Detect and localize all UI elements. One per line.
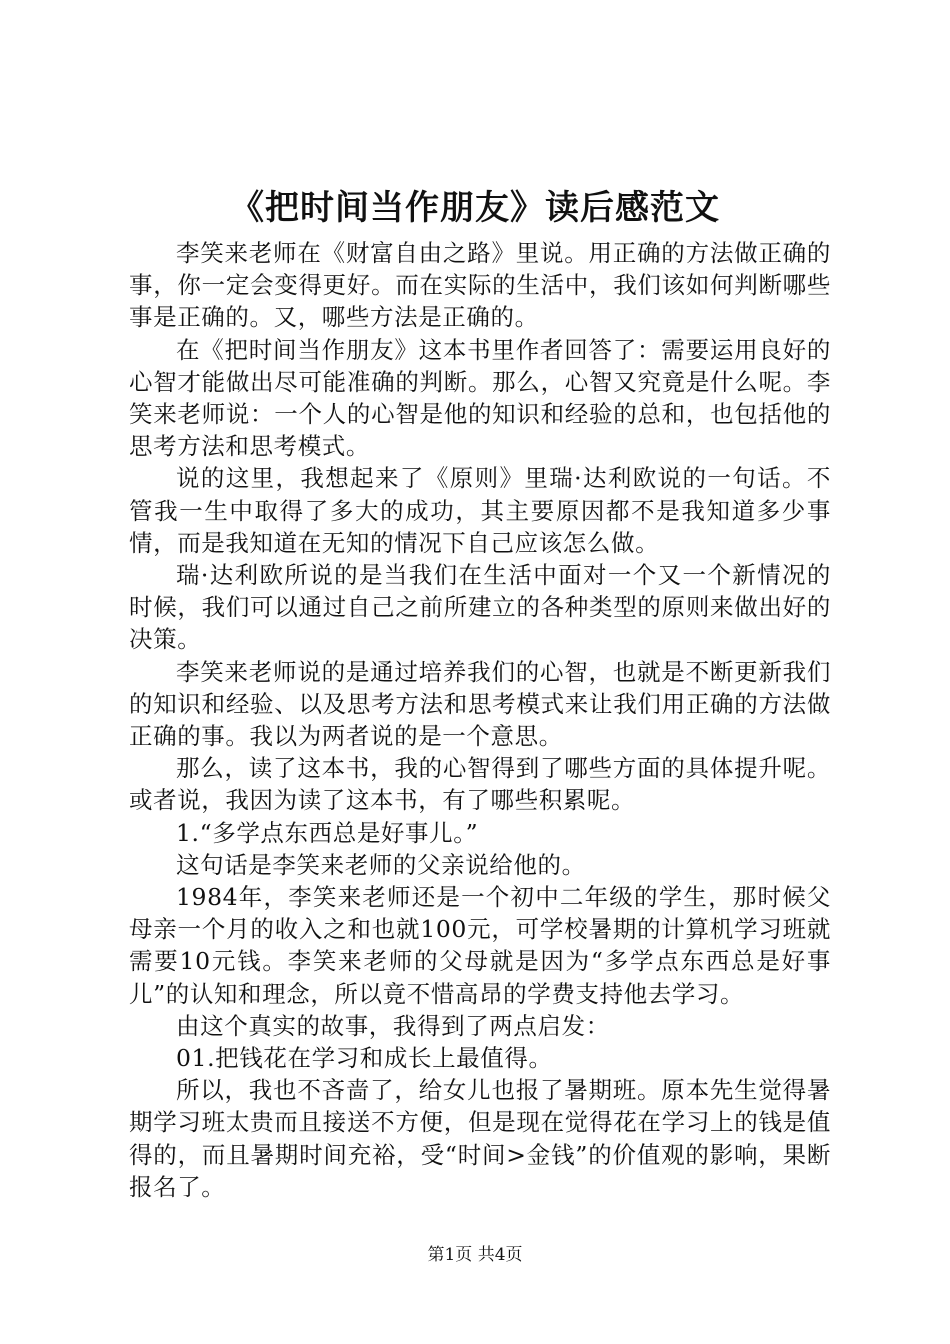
paragraph-9: 由这个真实的故事，我得到了两点启发：: [176, 1011, 610, 1040]
document-title: 《把时间当作朋友》读后感范文: [230, 188, 720, 228]
list-heading-01: 01.把钱花在学习和成长上最值得。: [176, 1044, 553, 1073]
paragraph-5: 李笑来老师说的是通过培养我们的心智，也就是不断更新我们的知识和经验、以及思考方法和思考模式来让我们用正确的方法做正确的事。我以为两者说的是一个意思。: [129, 657, 831, 751]
paragraph-10: 所以，我也不吝啬了，给女儿也报了暑期班。原本先生觉得暑期学习班太贵而且接送不方便，但是现在觉得花在学习上的钱是值得的，而且暑期时间充裕，受“时间>金钱”的价值观的影响，果断报名了。: [129, 1076, 831, 1201]
document-body: [129, 237, 831, 1203]
paragraph-1: 李笑来老师在《财富自由之路》里说。用正确的方法做正确的事，你一定会变得更好。而在实际的生活中，我们该如何判断哪些事是正确的。又，哪些方法是正确的。: [129, 239, 831, 332]
paragraph-6: 那么，读了这本书，我的心智得到了哪些方面的具体提升呢。或者说，我因为读了这本书，有了哪些积累呢。: [129, 754, 831, 815]
paragraph-2: 在《把时间当作朋友》这本书里作者回答了：需要运用良好的心智才能做出尽可能准确的判断。那么，心智又究竟是什么呢。李笑来老师说：一个人的心智是他的知识和经验的总和，也包括他的思考方法和思考模式。: [129, 335, 831, 461]
paragraph-8: 1984年，李笑来老师还是一个初中二年级的学生，那时候父母亲一个月的收入之和也就100元，可学校暑期的计算机学习班就需要10元钱。李笑来老师的父母就是因为“多学点东西总是好事儿”的认知和理念，所以竟不惜高昂的学费支持他去学习。: [129, 883, 831, 1008]
paragraph-7: 这句话是李笑来老师的父亲说给他的。: [176, 850, 586, 879]
paragraph-3: 说的这里，我想起来了《原则》里瑞·达利欧说的一句话。不管我一生中取得了多大的成功，其主要原因都不是我知道多少事情，而是我知道在无知的情况下自己应该怎么做。: [129, 464, 831, 557]
page-number-footer: 第1页 共4页: [427, 1245, 523, 1265]
list-heading-1: 1.“多学点东西总是好事儿。”: [176, 818, 479, 847]
paragraph-4: 瑞·达利欧所说的是当我们在生活中面对一个又一个新情况的时候，我们可以通过自己之前所建立的各种类型的原则来做出好的决策。: [129, 561, 831, 654]
